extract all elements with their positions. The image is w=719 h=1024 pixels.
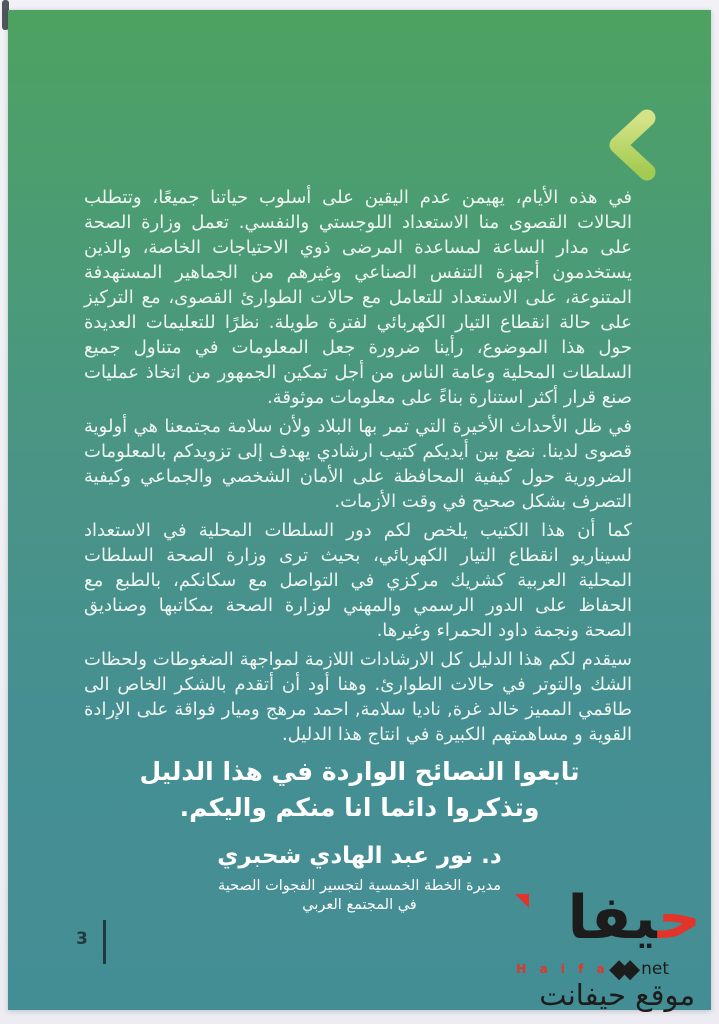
chevron-left-icon [598,107,664,183]
watermark-tagline: موقع حيفانت [539,978,695,1012]
page-number: 3 [76,929,88,949]
paragraph-3: كما أن هذا الكتيب يلخص لكم دور السلطات المحلية في الاستعداد لسيناريو انقطاع التيار الكهربائي، بحيث ترى وزارة الصحة السلطات المحلية العربية كشريك مركزي في التواصل مع سكانكم، بالطبع مع الحفاظ على الدور الرسمي والمهني لوزارة الصحة بمكاتبها وصناديق الصحة ونجمة داود الحمراء وغيرها. [84,520,632,641]
paragraph-2: في ظل الأحداث الأخيرة التي تمر بها البلاد ولأن سلامة مجتمعنا هي أولوية قصوى لدينا. نضع بين أيديكم كتيب ارشادي يهدف إلى تزويدكم بالمعلومات الضرورية حول كيفية المحافظة على الأمان الشخصي والجماعي وكيفية التصرف بشكل صحيح في وقت الأزمات. [84,416,632,512]
callout-message [8,754,711,826]
diamonds-icon: ◆◆ [609,954,632,984]
watermark-letters-rest: ‍يفا [567,883,658,953]
page-number-divider [103,920,106,964]
watermark-letter-ha: ح‍ [657,883,701,953]
document-page [8,10,711,1010]
paragraph-1: في هذه الأيام، يهيمن عدم اليقين على أسلوب حياتنا جميعًا، وتتطلب الحالات القصوى منا الاستعداد اللوجستي والنفسي. تعمل وزارة الصحة على مدار الساعة لمساعدة المرضى ذوي الاحتياجات الخاصة، والذين يستخدمون أجهزة التنفس الصناعي وغيرهم من الجماهير المستهدفة المتنوعة، على الاستعداد للتعامل مع حالات الطوارئ القصوى، مع التركيز على حالة انقطاع التيار الكهربائي لفترة طويلة. نظرًا للتعليمات العديدة حول هذا الموضوع، رأينا ضرورة جعل المعلومات في متناول جميع السلطات المحلية وعامة الناس من أجل تمكين الجمهور من اتخاذ عمليات صنع قرار أكثر استنارة بناءً على معلومات موثوقة. [84,187,632,408]
signature-role-line1: مديرة الخطة الخمسية لتجسير الفجوات الصحية [217,878,502,894]
watermark-haifa-text: H a i f a [516,962,610,976]
signature-role-line2: في المجتمع العربي [302,897,417,913]
intro-text-block [84,185,632,751]
haifanet-watermark-logo [493,883,701,1014]
signature-name: د. نور عبد الهادي شحبري [217,843,502,869]
callout-line-1: تابعوا النصائح الواردة في هذا الدليل [139,757,580,786]
flag-icon [515,894,529,908]
watermark-arabic-title [568,882,701,954]
paragraph-4: سيقدم لكم هذا الدليل كل الارشادات اللازمة لمواجهة الضغوطات ولحظات الشك والتوتر في حالات الطوارئ. وهنا أود أن أتقدم بالشكر الخاص الى طاقمي المميز خالد غرة, ناديا سلامة, احمد مرهج وميار فواقة على الإرادة القوية و مساهمتهم الكبيرة في انتاج هذا الدليل. [84,649,632,745]
watermark-net-text: net [641,959,669,979]
callout-line-2: وتذكروا دائما انا منكم واليكم. [179,793,540,822]
